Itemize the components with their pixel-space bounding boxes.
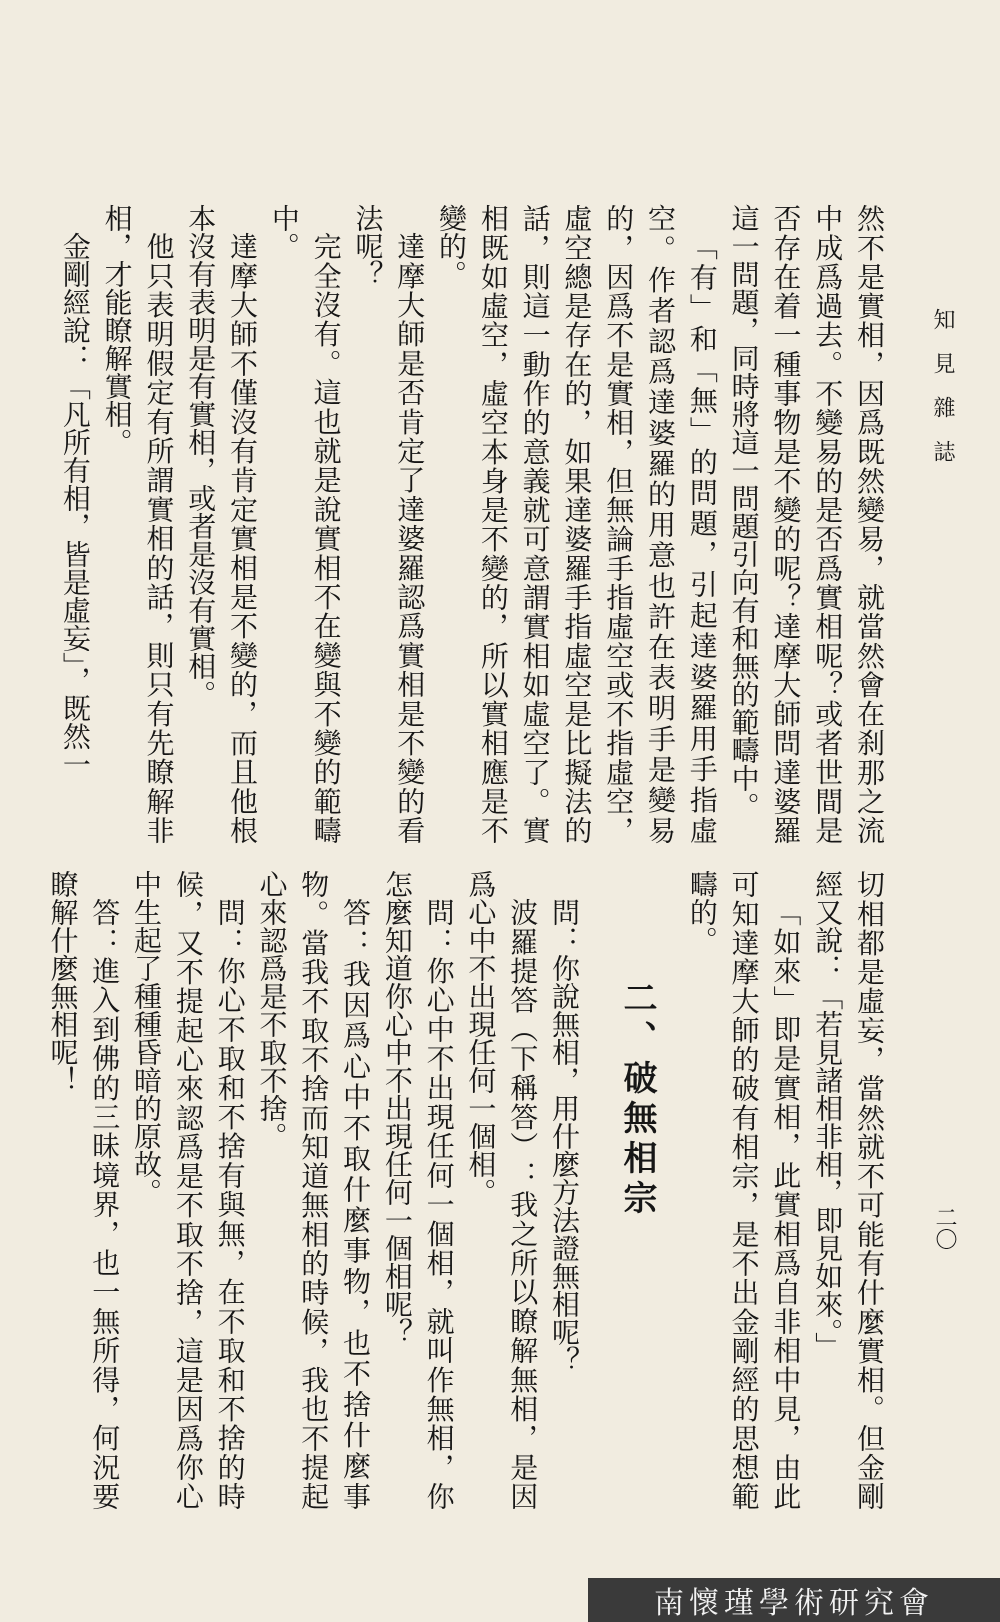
qa-paragraph: 答：我因爲心中不取什麼事物，也不捨什麼事物。當我不取不捨而知道無相的時候，我也不提起心來認爲是不取不捨。 [255,870,373,1510]
paragraph: 達摩大師不僅沒有肯定實相是不變的，而且他根本沒有表明是有實相，或者是沒有實相。 [184,204,260,844]
paragraph: 完全沒有。這也就是說實相不在變與不變的範疇中。 [267,204,343,844]
bottom-text-block [46,870,890,1510]
qa-paragraph: 波羅提答（下稱答）：我之所以瞭解無相，是因爲心中不出現任何一個相。 [464,870,540,1510]
paragraph: 切相都是虛妄，當然就不可能有什麼實相。但金剛經又說：「若見諸相非相，即見如來。」 [811,870,886,1510]
qa-paragraph: 答：進入到佛的三昧境界，也一無所得，何況要瞭解什麼無相呢！ [46,870,122,1510]
paragraph: 他只表明假定有所謂實相的話，則只有先瞭解非相，才能瞭解實相。 [100,204,176,844]
qa-paragraph: 問：你心不取和不捨有與無，在不取和不捨的時候，又不提起心來認爲是不取不捨，這是因爲你心中生起了種種昏暗的原故。 [130,870,247,1510]
watermark-label: 南懷瑾學術研究會 [588,1578,1000,1622]
qa-paragraph: 問：你說無相，用什麼方法證無相呢？ [548,898,582,1374]
paragraph: 達摩大師是否肯定了達婆羅認爲實相是不變的看法呢？ [351,204,427,844]
qa-paragraph: 問：你心中不出現任何一個相，就叫作無相，你怎麼知道你心中不出現任何一個相呢？ [380,870,456,1510]
paragraph: 然不是實相，因爲既然變易，就當然會在刹那之流中成爲過去。不變易的是否爲實相呢？或者世間是否存在着一種事物是不變的呢？達摩大師問達婆羅這一問題，同時將這一問題引向有和無的範疇中。 [727,204,886,844]
paragraph: 「有」和「無」的問題，引起達婆羅用手指虛空。作者認爲達婆羅的用意也許在表明手是變易的，因爲不是實相，但無論手指虛空或不指虛空，虛空總是存在的，如果達婆羅手指虛空是比擬法的話，則這一動作的意義就可意謂實相如虛空了。實相既如虛空，虛空本身是不變的，所以實相應是不變的。 [435,204,719,844]
top-text-block [58,204,890,844]
running-header: 知見雜誌 [930,308,955,484]
page-number: 二〇 [932,1206,957,1250]
section-heading: 二、破無相宗 [617,980,658,1220]
paragraph: 金剛經說：「凡所有相，皆是虛妄」，既然一 [58,232,92,778]
paragraph: 「如來」即是實相，此實相爲自非相中見，由此可知達摩大師的破有相宗，是不出金剛經的思想範疇的。 [685,870,803,1510]
